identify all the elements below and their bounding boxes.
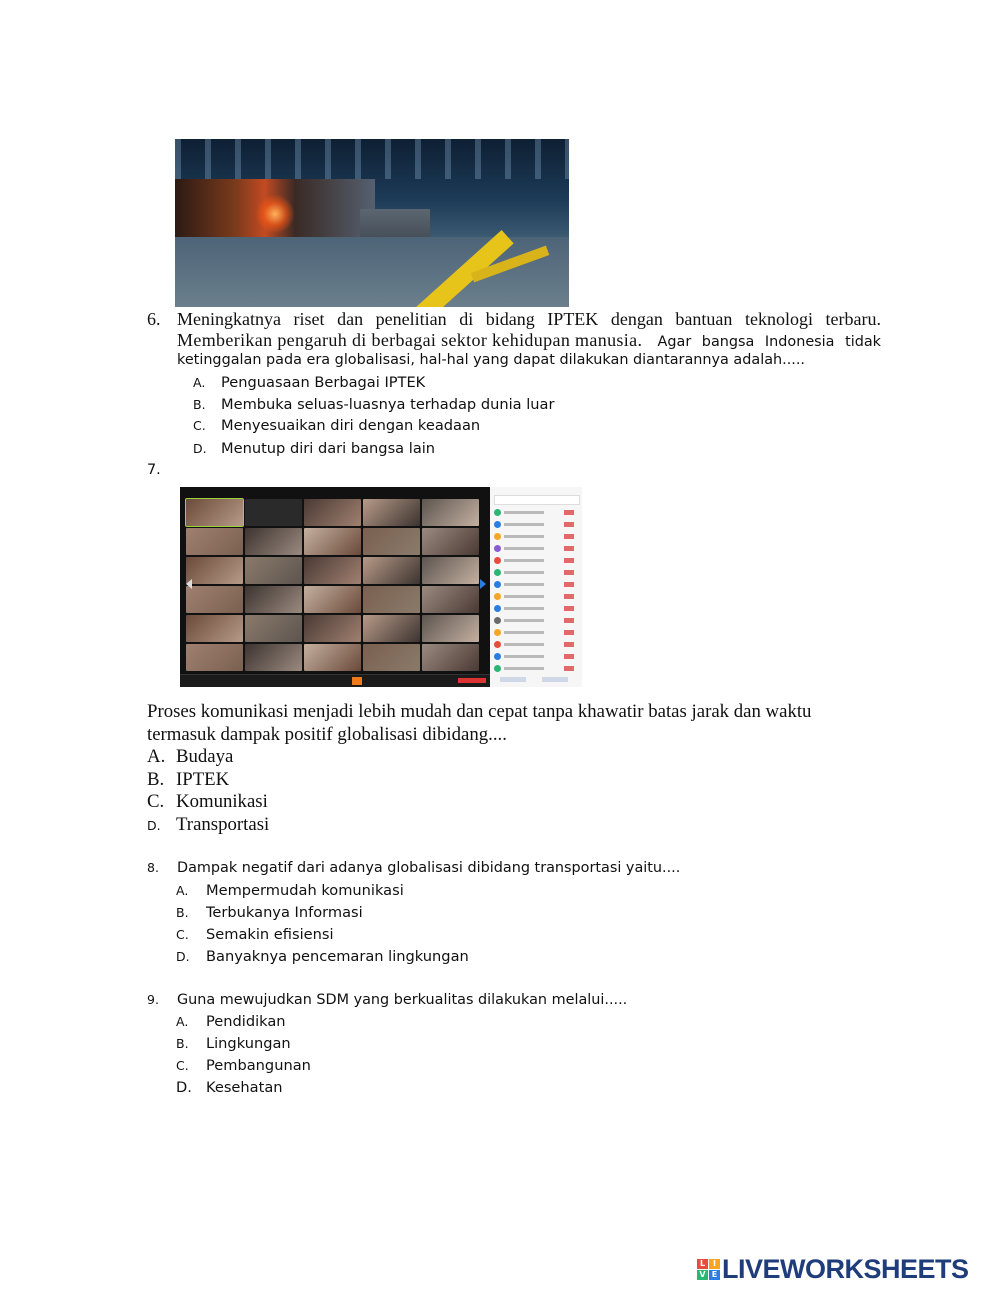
- question-6-option-c[interactable]: C. Menyesuaikan diri dengan keadaan: [193, 417, 481, 434]
- participant-video-tile: [245, 499, 302, 526]
- question-9-option-b[interactable]: B. Lingkungan: [176, 1035, 291, 1052]
- question-9: [147, 991, 627, 1009]
- question-6-option-a[interactable]: A. Penguasaan Berbagai IPTEK: [193, 374, 426, 391]
- question-7-option-d[interactable]: D. Transportasi: [147, 814, 270, 835]
- participant-video-tile: [422, 615, 479, 642]
- question-6-line-2-sans: Agar bangsa Indonesia tidak: [657, 334, 881, 350]
- participant-video-tile: [245, 557, 302, 584]
- participant-list-row: [494, 605, 578, 612]
- question-8-option-d[interactable]: D. Banyaknya pencemaran lingkungan: [176, 948, 469, 965]
- question-7-option-a[interactable]: A. Budaya: [147, 746, 234, 767]
- question-7-option-c[interactable]: C. Komunikasi: [147, 791, 268, 812]
- question-8-option-c[interactable]: C. Semakin efisiensi: [176, 926, 334, 943]
- question-9-option-a[interactable]: A. Pendidikan: [176, 1013, 286, 1030]
- question-6-line-3: ketinggalan pada era globalisasi, hal-hal yang dapat dilakukan diantarannya adalah.....: [177, 352, 806, 368]
- question-6-option-b[interactable]: B. Membuka seluas-luasnya terhadap dunia luar: [193, 396, 555, 413]
- question-8-number: 8.: [147, 860, 159, 875]
- question-9-text: Guna mewujudkan SDM yang berkualitas dilakukan melalui.....: [177, 992, 628, 1008]
- participant-list-row: [494, 545, 578, 552]
- participant-video-tile: [363, 615, 420, 642]
- participant-video-tile: [304, 557, 361, 584]
- participant-video-tile: [186, 557, 243, 584]
- participant-list-row: [494, 569, 578, 576]
- question-6-line-2: [177, 330, 881, 352]
- participant-video-tile: [186, 615, 243, 642]
- participant-list-row: [494, 557, 578, 564]
- participant-list-row: [494, 641, 578, 648]
- question-6-number: 6.: [147, 309, 161, 329]
- question-7-option-b[interactable]: B. IPTEK: [147, 769, 230, 790]
- participant-video-tile: [245, 644, 302, 671]
- question-6-option-d[interactable]: D. Menutup diri dari bangsa lain: [193, 440, 436, 457]
- question-7-number: 7.: [147, 462, 161, 478]
- question-9-number: 9.: [147, 992, 159, 1007]
- participant-video-tile: [422, 557, 479, 584]
- participant-list-row: [494, 629, 578, 636]
- question-8-text: Dampak negatif dari adanya globalisasi dibidang transportasi yaitu....: [177, 860, 681, 876]
- participant-video-tile: [245, 615, 302, 642]
- question-9-option-c[interactable]: C. Pembangunan: [176, 1057, 311, 1074]
- participant-video-tile: [304, 615, 361, 642]
- video-conference-screenshot: [180, 487, 582, 687]
- question-6-line-1: Meningkatnya riset dan penelitian di bidang IPTEK dengan bantuan teknologi terbaru.: [177, 309, 881, 329]
- question-8-option-b[interactable]: B. Terbukanya Informasi: [176, 904, 363, 921]
- participant-video-tile: [363, 586, 420, 613]
- participant-video-tile: [304, 586, 361, 613]
- participant-video-tile: [363, 557, 420, 584]
- participant-video-tile: [304, 499, 361, 526]
- participant-list-row: [494, 533, 578, 540]
- participant-video-tile: [245, 528, 302, 555]
- logo-wordmark: LIVEWORKSHEETS: [722, 1254, 969, 1284]
- participant-video-tile: [363, 528, 420, 555]
- participant-list-row: [494, 593, 578, 600]
- participant-video-tile: [186, 586, 243, 613]
- participant-video-tile: [245, 586, 302, 613]
- participant-video-tile: [363, 499, 420, 526]
- question-8-option-a[interactable]: A. Mempermudah komunikasi: [176, 882, 404, 899]
- participant-video-tile: [186, 644, 243, 671]
- question-9-option-d[interactable]: D. Kesehatan: [176, 1079, 283, 1096]
- question-7-line-2: termasuk dampak positif globalisasi dibidang....: [147, 724, 507, 745]
- factory-worker-image: [175, 139, 569, 307]
- participant-list-row: [494, 665, 578, 672]
- participant-video-tile: [422, 586, 479, 613]
- participant-video-tile: [363, 644, 420, 671]
- participant-list-row: [494, 509, 578, 516]
- participant-list-row: [494, 581, 578, 588]
- participant-list-row: [494, 653, 578, 660]
- participant-video-tile: [304, 528, 361, 555]
- question-6-line-2-serif: Memberikan pengaruh di berbagai sektor kehidupan manusia.: [177, 330, 643, 350]
- participant-video-tile: [422, 499, 479, 526]
- participant-video-tile: [422, 528, 479, 555]
- participant-list-row: [494, 617, 578, 624]
- participant-video-tile: [422, 644, 479, 671]
- participant-video-tile: [186, 528, 243, 555]
- participant-list-row: [494, 521, 578, 528]
- question-8: [147, 859, 680, 877]
- logo-blocks-icon: L I V E: [697, 1259, 721, 1281]
- question-7-line-1: Proses komunikasi menjadi lebih mudah dan cepat tanpa khawatir batas jarak dan waktu: [147, 701, 812, 722]
- participant-video-tile: [304, 644, 361, 671]
- participant-video-tile: [186, 499, 243, 526]
